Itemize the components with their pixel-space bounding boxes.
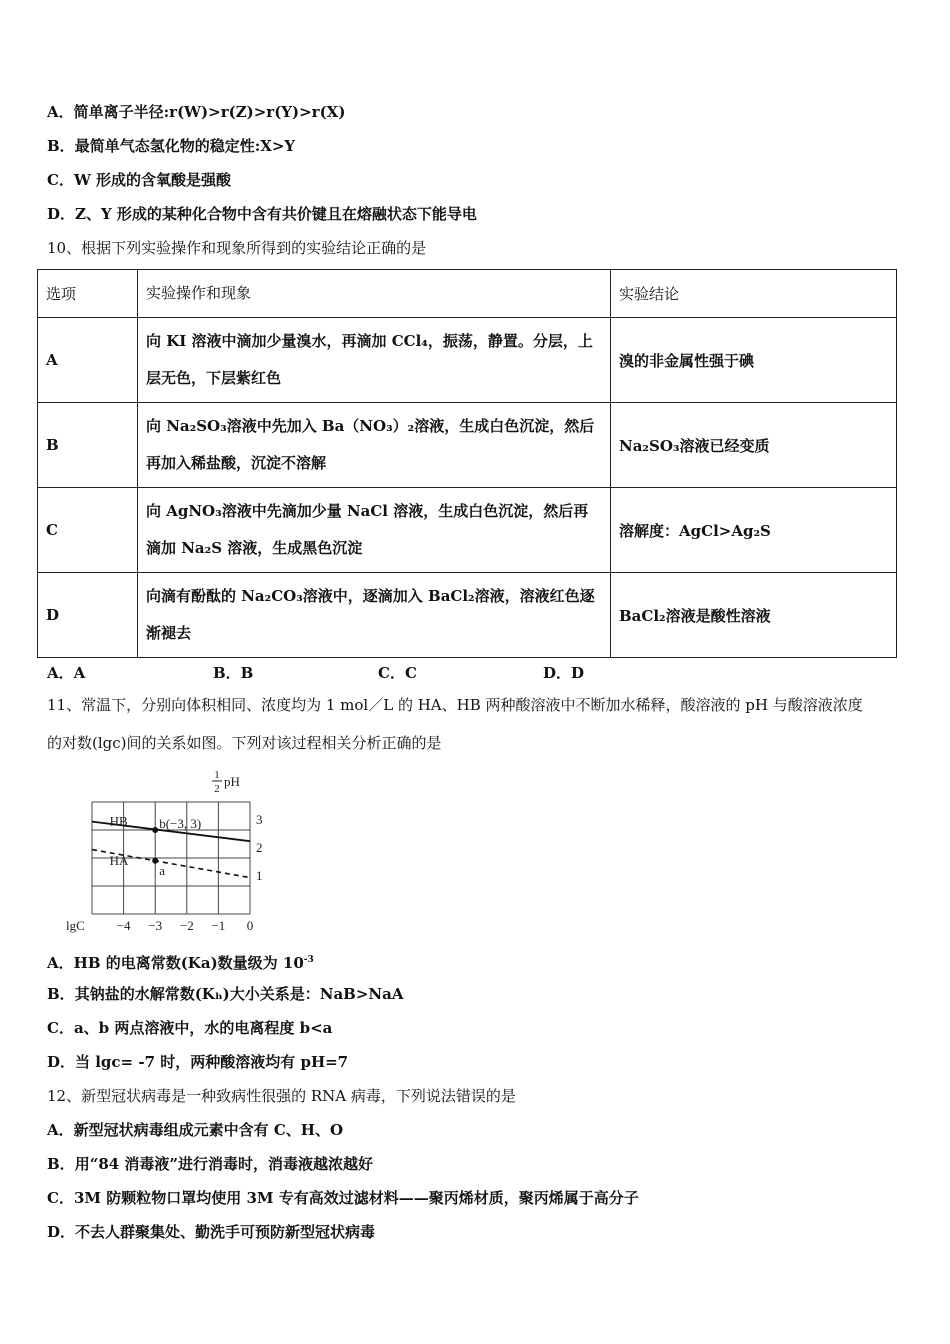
table-row: [38, 573, 897, 658]
x-tick-label: 0: [246, 918, 254, 933]
y-axis-label-unit: pH: [224, 774, 240, 789]
q9-option-c: C．W 形成的含氧酸是强酸: [47, 171, 232, 189]
x-tick-label: −4: [116, 918, 131, 933]
ph-lgc-chart: [64, 766, 284, 938]
q10-answer-a: A．A: [47, 664, 86, 682]
q12-option-a: A．新型冠状病毒组成元素中含有 C、H、O: [47, 1121, 344, 1139]
q12-option-d: D．不去人群聚集处、勤洗手可预防新型冠状病毒: [47, 1223, 376, 1241]
row-conclusion: BaCl₂溶液是酸性溶液: [611, 573, 897, 658]
data-point: [152, 827, 158, 833]
y-tick-label: 3: [256, 812, 263, 827]
table-row: [38, 318, 897, 403]
q11-option-c: C．a、b 两点溶液中，水的电离程度 b<a: [47, 1019, 333, 1037]
x-tick-label: −3: [148, 918, 163, 933]
q11-option-d: D．当 lgc= -7 时，两种酸溶液均有 pH=7: [47, 1053, 349, 1071]
row-conclusion: 溶解度：AgCl>Ag₂S: [611, 488, 897, 573]
row-conclusion: Na₂SO₃溶液已经变质: [611, 403, 897, 488]
y-axis-label-denominator: 2: [214, 783, 220, 795]
point-label: a: [159, 862, 165, 878]
q12-stem: 12、新型冠状病毒是一种致病性很强的 RNA 病毒，下列说法错误的是: [47, 1087, 516, 1105]
row-option: C: [38, 488, 138, 573]
row-operation: 向 AgNO₃溶液中先滴加少量 NaCl 溶液，生成白色沉淀，然后再滴加 Na₂S 溶液，生成黑色沉淀: [138, 488, 611, 573]
y-tick-label: 2: [256, 840, 263, 855]
q11-option-b: B．其钠盐的水解常数(Kₕ)大小关系是：NaB>NaA: [47, 985, 404, 1003]
header-option: 选项: [38, 270, 138, 318]
q10-table: [37, 269, 897, 658]
row-operation: 向 Na₂SO₃溶液中先加入 Ba（NO₃）₂溶液，生成白色沉淀，然后再加入稀盐酸，沉淀不溶解: [138, 403, 611, 488]
q12-option-c: C．3M 防颗粒物口罩均使用 3M 专有高效过滤材料——聚丙烯材质，聚丙烯属于高分子: [47, 1189, 639, 1207]
header-operation: 实验操作和现象: [138, 270, 611, 318]
x-tick-label: −1: [211, 918, 226, 933]
q9-option-d: D．Z、Y 形成的某种化合物中含有共价键且在熔融状态下能导电: [47, 205, 477, 223]
x-tick-label: −2: [179, 918, 194, 933]
q11-option-a: A．HB 的电离常数(Ka)数量级为 $10^{-3}$: [47, 954, 314, 972]
table-row: [38, 403, 897, 488]
row-option: A: [38, 318, 138, 403]
header-conclusion: 实验结论: [611, 270, 897, 318]
series-label-ha: HA: [109, 852, 129, 868]
row-operation: 向 KI 溶液中滴加少量溴水，再滴加 CCl₄，振荡，静置。分层，上层无色，下层紫红色: [138, 318, 611, 403]
q9-option-a: A．简单离子半径:r(W)>r(Z)>r(Y)>r(X): [47, 103, 346, 121]
row-operation: 向滴有酚酞的 Na₂CO₃溶液中，逐滴加入 BaCl₂溶液，溶液红色逐渐褪去: [138, 573, 611, 658]
series-label-hb: HB: [109, 813, 128, 829]
y-axis-label-numerator: 1: [214, 769, 220, 781]
row-option: B: [38, 403, 138, 488]
y-tick-label: 1: [256, 868, 263, 883]
table-row: [38, 488, 897, 573]
table-header-row: [38, 270, 897, 318]
q12-option-b: B．用“84 消毒液”进行消毒时，消毒液越浓越好: [47, 1155, 374, 1173]
q11-stem-line2: 的对数(lgc)间的关系如图。下列对该过程相关分析正确的是: [47, 734, 442, 752]
point-label: b(−3, 3): [159, 816, 202, 831]
data-point: [152, 858, 158, 864]
row-option: D: [38, 573, 138, 658]
q10-stem: 10、根据下列实验操作和现象所得到的实验结论正确的是: [47, 239, 427, 257]
q10-answer-b: B．B: [213, 664, 254, 682]
q10-answer-c: C．C: [378, 664, 417, 682]
q11-stem-line1: 11、常温下，分别向体积相同、浓度均为 1 mol／L 的 HA、HB 两种酸溶液中不断加水稀释，酸溶液的 pH 与酸溶液浓度: [47, 696, 863, 714]
q10-answer-d: D．D: [543, 664, 585, 682]
x-axis-label: lgC: [66, 918, 85, 933]
q9-option-b: B．最简单气态氢化物的稳定性:X>Y: [47, 137, 296, 155]
row-conclusion: 溴的非金属性强于碘: [611, 318, 897, 403]
